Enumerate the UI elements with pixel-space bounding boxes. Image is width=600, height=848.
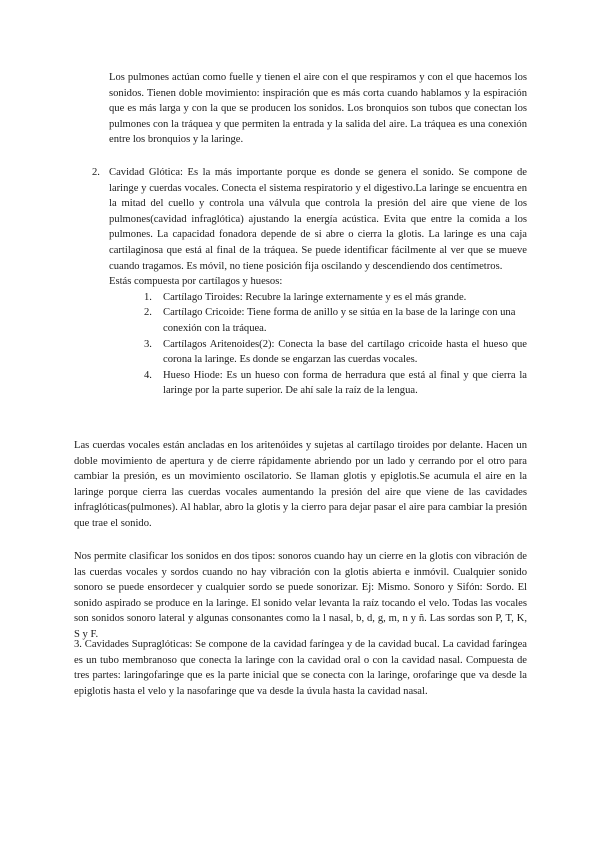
cavidad-glotica-text: Cavidad Glótica: Es la más importante porque es donde se genera el sonido. Se compone de laringe y cuerdas vocales. Conecta el sistema respiratorio y el digestivo.La laringe se encuentra en la mitad del cuello y controla una válvula que controla la presión del aire que viene de los pulmones(cavidad infraglótica) ajustando la energía acústica. Evita que entre la comida a los pulmones. La capacidad fonadora depende de si abre o cierra la glotis. La laringe es una caja cartilaginosa que está al final de la tráquea. Se puede identificar fácilmente al ver que se mueve cuando tragamos. Es móvil, no tiene posición fija oscilando y descendiendo dos centímetros. <box>109 167 527 272</box>
list-item-cavidad-glotica <box>92 165 527 399</box>
list-item <box>144 290 527 306</box>
list-item-number: 4. <box>144 369 152 381</box>
list-item-text: Hueso Hiode: Es un hueso con forma de herradura que está al final y que cierra la laringe por la parte superior. De ahí sale la raíz de la lengua. <box>163 369 527 397</box>
list-item-text: Cartílagos Aritenoides(2): Conecta la base del cartílago cricoide hasta el hueso que corona la laringe. Es donde se engarzan las cuerdas vocales. <box>163 338 527 366</box>
cartilagos-list <box>144 290 527 399</box>
list-item-text: Cartílago Cricoide: Tiene forma de anillo y se sitúa en la base de la laringe con una conexión con la tráquea. <box>163 307 516 334</box>
list-item <box>144 305 527 336</box>
cuerdas-vocales-paragraph: Las cuerdas vocales están ancladas en los aritenóides y sujetas al cartílago tiroides por delante. Hacen un doble movimiento de apertura y de cierre rápidamente abriendo por un lado y cerrando por el otro para cambiar la presión, es un movimiento oscilatorio. Se llaman glotis y epiglotis.Se acumula el aire en la laringe porque cierra las cuerdas vocales aumentando la presión del aire que viene de las cavidades infraglóticas(pulmones). Al hablar, abro la glotis y la cierro para dejar pasar el aire para cambiar la presión que trae el sonido. <box>74 440 527 529</box>
list-item-text: Cartílago Tiroides: Recubre la laringe externamente y es el más grande. <box>163 291 467 303</box>
list-item <box>144 337 527 368</box>
list-item-number: 3. <box>144 338 152 350</box>
sonidos-paragraph: Nos permite clasificar los sonidos en dos tipos: sonoros cuando hay un cierre en la glotis con vibración de las cuerdas vocales y sordos cuando no hay vibración con la glotis abierta e inmóvil. Cualquier sonido sonoro se puede ensordecer y cualquier sordo se puede sonorizar. Ej: Mismo. Sonoro y Sifón: Sordo. El sonido aspirado se produce en la laringe. El sonido velar levanta la raíz tocando el velo. Todas las vocales son sonidos sonoro lateral y algunas consonantes como la l nasal, b, d, g, m, n y ñ. Las sordas son P, T, K, S y F. <box>74 551 527 640</box>
cartilagos-lead: Estás compuesta por cartílagos y huesos: <box>109 276 283 288</box>
cavidades-supragloticas-paragraph: 3. Cavidades Supraglóticas: Se compone de la cavidad faríngea y de la cavidad bucal. La cavidad faríngea es un tubo membranoso que conecta la laringe con la cavidad oral o con la cavidad nasal. Compuesta de tres partes: laringofaringe que es la parte inicial que se conecta con la laringe, orofaringe que va desde la epiglotis hasta el velo y la nasofaringe que va desde la úvula hasta la cavidad nasal. <box>74 639 527 697</box>
intro-paragraph: Los pulmones actúan como fuelle y tienen el aire con el que respiramos y con el que hacemos los sonidos. Tienen doble movimiento: inspiración que es más corta cuando hablamos y la espiración que es más larga y con la que se producen los sonidos. Los bronquios son tubos que conectan los pulmones con la tráquea y que permiten la entrada y la salida del aire. La tráquea es una conexión entre los bronquios y la laringe. <box>109 72 527 146</box>
list-item <box>144 368 527 399</box>
list-item-number: 2. <box>144 307 152 319</box>
list-item-number: 1. <box>144 291 152 303</box>
list-item-number: 2. <box>92 167 100 178</box>
